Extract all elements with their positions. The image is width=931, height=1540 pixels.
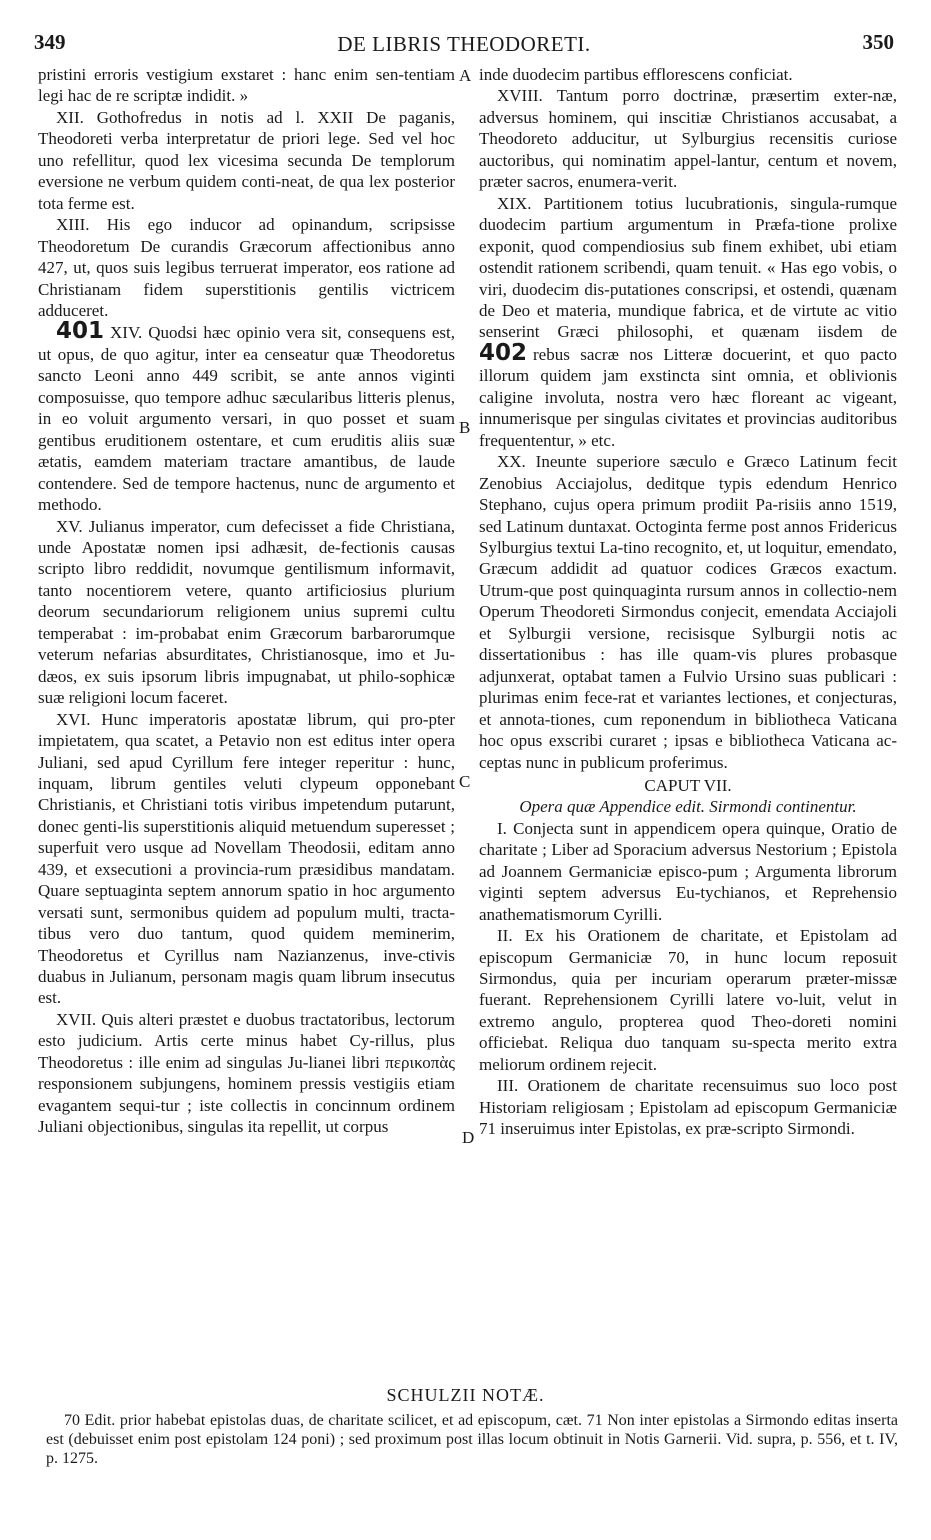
- paragraph: pristini erroris vestigium exstaret : hanc enim sen-tentiam legi hac de re scriptæ indidit. »: [38, 65, 455, 106]
- margin-marker-a: A: [459, 66, 472, 85]
- paragraph: [38, 318, 455, 515]
- paragraph: [479, 193, 897, 451]
- paragraph: XIII. His ego inducor ad opinandum, scripsisse Theodoretum De curandis Græcorum affectionibus anno 427, ut, quos suis legibus terruerat imperator, eos ratione ad Christianam fidem superstitionis gentilis victricem adduceret.: [38, 215, 455, 320]
- paragraph-text: XIX. Partitionem totius lucubrationis, singula-rumque duodecim partium argumentum in Præfa-tione prolixe exponit, quod compendiosius sub finem exhibet, ubi etiam ostendit rationem scribendi, quam tenuit. « Has ego vobis, o viri, duodecim dis-putationes conscripsi, et ostendi, quænam de Deo et materia, mundique fabrica, et de virtute ac vitio senserint Græci philosophi, et quænam iisdem de: [479, 193, 897, 342]
- paragraph: II. Ex his Orationem de charitate, et Epistolam ad episcopum Germaniciæ 70, in hunc locum reposuit Sirmondus, quia per incuriam operarum præter-missæ fuerant. Reprehensionem Cyrilli latere vo-luit, velut in extremo angulo, propterea quod Theo-doreti nomini officiebat. Reliqua duo tanquam su-specta merito extra meliorum ordinem rejecit.: [479, 926, 897, 1074]
- paragraph: XVI. Hunc imperatoris apostatæ librum, qui pro-pter impietatem, qua scatet, a Petavio non est editus inter opera Juliani, sed apud Cyrillum fere integer reperitur : hunc, inquam, librum gentiles veluti clypeum opponebant Christianis, et Christiani totis viribus impetendum putarunt, donec genti-lis superstitionis aliquid metuendum superesset ; superfuit vero usque ad Novellam Theodosii, editam anno 439, et exsecutioni a provincia-rum præsidibus mandatam. Quare septuaginta septem annorum spatio in hoc argumento versati sunt, sermonibus quidem ad populum multi, tracta-tibus vero duo tantum, quod quidem meminerim, Theodoretus et Cyrillus nam Nazianzenus, inve-ctivis duabus in Julianum, personam magis quam librum insecutus est.: [38, 709, 455, 1008]
- folio-number: 401: [56, 318, 105, 345]
- paragraph: XX. Ineunte superiore sæculo e Græco Latinum fecit Zenobius Acciajolus, deditque typis edendum Henrico Stephano, cujus opera primum prodiit Pa-risiis anno 1519, sed Latinum duntaxat. Octoginta ferme post annos Fridericus Sylburgius textui La-tino recognito, et, ut loquitur, emendato, Græcum addidit ad quatuor codices Græcos exactum. Utrum-que post quinquaginta rursum annos in collectio-nem Operum Theodoreti Sirmondus conjecit, emendata Acciajoli et Sylburgii versione, recisisque Sylburgii notis ac dissertationibus : has ille quam-vis plures probasque adjunxerat, optabat tamen a Fulvio Ursino suas publicari : plurimas enim fece-rat et variantes lectiones, et conjecturas, et annota-tiones, cum reponendum in bibliotheca Vaticana hoc opus exscribi curaret ; ipsas e bibliotheca Vaticana ac-ceptas nunc in publicum proferimus.: [479, 452, 897, 772]
- paragraph-text: rebus sacræ nos Litteræ docuerint, et quo pacto illorum quidem jam exstincta sint omnia, et oblivionis caligine involuta, nostra vero hæc floreant ac vigeant, innumerisque per singulas civitates et provincias auditoribus frequententur, » etc.: [479, 344, 897, 450]
- chapter-subtitle: Opera quæ Appendice edit. Sirmondi continentur.: [519, 797, 857, 817]
- right-column: [479, 64, 897, 1140]
- paragraph: XVII. Quis alteri præstet e duobus tractatoribus, lectorum esto judicium. Artis certe minus habet Cy-rillus, plus Theodoretus : ille enim ad singulas Ju-lianei libri περικοπὰς responsionem subjungens, hominem pressis vestigiis etiam evagantem sequi-tur ; iste collectis in concinnum ordinem Juliani objectionibus, singulas ita repellit, ut corpus: [38, 1009, 455, 1137]
- page-number-right: 350: [862, 30, 894, 54]
- paragraph-text: XIV. Quodsi hæc opinio vera sit, consequens est, ut opus, de quo agitur, inter ea censeatur quæ Theodoretus sancto Leoni anno 449 scribit, se ante annos viginti composuisse, quo tempore adhuc sæcularibus litteris plenus, in eo voluit argumento versari, in quo posset et suam gentibus eruditionem ostentare, et cum eruditis aliis suæ ætatis, eamdem materiam tractare amantibus, de laude contendere. Sed de tempore hactenus, nunc de argumento et methodo.: [38, 323, 455, 515]
- paragraph: XV. Julianus imperator, cum defecisset a fide Christiana, unde Apostatæ nomen ipsi adhæsit, de-fectionis causas scripto libro reddidit, novumque gentilismum informavit, tanto nocentiorem vetere, quanto artificiosius plurium deorum secundariorum religionem unius supremi cultu temperabat : im-probabat enim Græcorum barbarorumque veterum nefarias absurditates, Christianosque, imo et Ju-dæos, ex suis ipsorum libris impugnabat, ut philo-sophicæ suæ religioni locum faceret.: [38, 516, 455, 708]
- page-header: [34, 30, 894, 60]
- left-column: [38, 64, 455, 1138]
- paragraph: XII. Gothofredus in notis ad l. XXII De paganis, Theodoreti verba interpretatur de priori lege. Sed vel hoc uno refellitur, quod lex vicesima secunda De templorum eversione ne verbum quidem conti-neat, de qua lex posterior tota ferme est.: [38, 107, 455, 213]
- paragraph: inde duodecim partibus efflorescens conficiat.: [479, 65, 793, 84]
- paragraph: I. Conjecta sunt in appendicem opera quinque, Oratio de charitate ; Liber ad Sporacium adversus Nestorium ; Epistola ad Joannem Germaniciæ episco-pum ; Argumenta librorum viginti septem adversus Eu-tychianos, et Reprehensio anathematismorum Cyrilli.: [479, 818, 897, 924]
- notes-heading: SCHULZII NOTÆ.: [386, 1385, 545, 1405]
- folio-number: 402: [479, 339, 528, 366]
- chapter-title: CAPUT VII.: [644, 775, 732, 795]
- margin-marker-c: C: [459, 772, 471, 791]
- margin-marker-b: B: [459, 418, 471, 437]
- page-number-left: 349: [34, 30, 66, 54]
- paragraph: XVIII. Tantum porro doctrinæ, præsertim exter-næ, adversus hominem, qui inscitiæ Christianos accusabat, a Theodoreto adducitur, ut Sylburgius recensitis curiose auctoribus, qui nominatim appel-lantur, centum et novem, præter sacros, enumera-verit.: [479, 86, 897, 192]
- footnote-text: 70 Edit. prior habebat epistolas duas, de charitate scilicet, et ad episcopum, cæt. 71 Non inter epistolas a Sirmondo editas inserta est (debuisset enim post epistolam 124 poni) ; sed proximum post illas locum obtinuit in Notis Garnerii. Vid. supra, p. 556, et t. IV, p. 1275.: [46, 1412, 898, 1467]
- running-title: DE LIBRIS THEODORETI.: [337, 32, 591, 56]
- margin-marker-d: D: [462, 1128, 475, 1147]
- footnotes: [46, 1411, 898, 1468]
- paragraph: III. Orationem de charitate recensuimus suo loco post Historiam religiosam ; Epistolam ad episcopum Germaniciæ 71 inseruimus inter Epistolas, ex præ-scripto Sirmondi.: [479, 1076, 897, 1139]
